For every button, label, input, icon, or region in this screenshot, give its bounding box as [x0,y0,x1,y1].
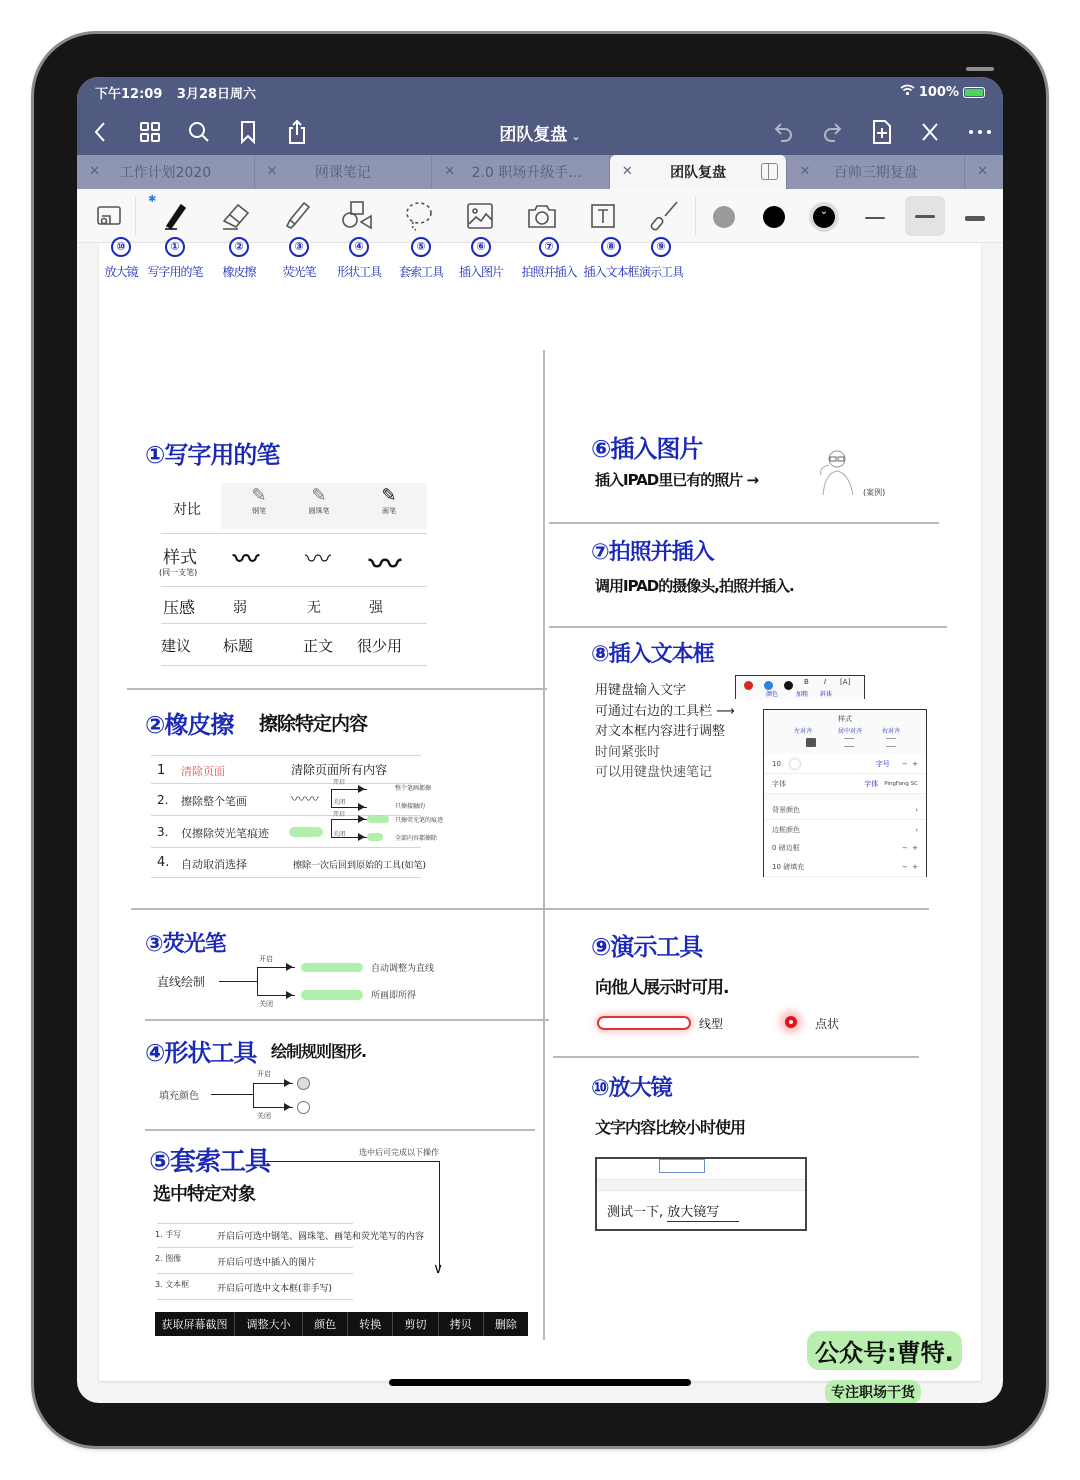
status-date: 3月28日周六 [176,87,257,102]
cell: 强 [369,600,383,616]
zoom-target-box [659,1159,705,1173]
dot-label: 点状 [815,1017,840,1031]
section-image-desc: 插入IPAD里已有的照片 → [595,471,759,489]
section-zoom-title: ⑩放大镜 [591,1076,672,1101]
section-laser-desc: 向他人展示时可用. [595,978,729,998]
textbox-description: 用键盘输入文字 可通过右边的工具栏 ⟶ 对文本框内容进行调整 时间紧张时 可以用键盘快速笔记 [595,683,735,780]
row-pressure-label: 压感 [163,598,196,617]
stepper[interactable]: − + [901,759,918,768]
annotation-eraser: ② 橡皮擦 [207,235,271,280]
row-line [151,877,421,878]
center-divider [543,350,545,1340]
row-line [161,586,427,587]
row: 1. 手写 [155,1230,182,1239]
section-lasso-subtitle: 选中特定对象 [153,1184,255,1205]
lasso-action-bar [155,1312,528,1336]
ballpoint-sample: 〰 [305,545,332,575]
close-label: 关闭 [259,1000,273,1008]
signature-account: 公众号:曹特. [807,1331,962,1370]
branch [253,1083,254,1107]
color-swatch-gray[interactable] [713,206,735,228]
zoom-window-sample [595,1157,807,1231]
row: 3. 文本框 [155,1280,190,1289]
stepper[interactable]: − + [901,862,918,871]
fill-color-label: 填充颜色 [159,1091,199,1102]
annotation-pen: ① 写字用的笔 [143,235,207,280]
row-label: 自动取消选择 [181,858,247,871]
row-num: 4. [157,855,170,870]
close-label: 关闭 [333,799,346,806]
filled-circle-sample [297,1077,310,1090]
tab-baishuai-review[interactable]: ✕ 百帅三期复盘 [787,155,965,189]
annotation: 右对齐 [882,728,901,735]
align-center-icon[interactable] [844,738,854,747]
desc: 只擦接触的 [395,803,426,810]
border-width-row: 0 磅边框 − + [764,838,926,858]
section-laser-title: ⑨演示工具 [591,933,703,961]
undo-icon[interactable] [769,117,799,147]
color-swatch-black-selected[interactable] [813,206,835,228]
straight-line-label: 直线绘制 [157,975,206,989]
stroke-thin[interactable] [855,203,895,233]
tab-overflow[interactable] [965,155,1003,189]
divider [549,626,947,628]
annotation-shapes: ④ 形状工具 [327,235,391,280]
close-label: 关闭 [257,1112,271,1120]
highlight [289,827,323,837]
zoom-sample-text: 测试一下, 放大镜写 [607,1205,720,1220]
close-tab-icon[interactable]: ✕ [266,164,278,179]
sketch-person-image[interactable] [815,447,861,497]
arrow [331,819,367,820]
annotation-camera: ⑦ 拍照并插入 [509,235,589,280]
pen-icon[interactable] [154,198,194,234]
brush-sample: 〰 [369,545,402,583]
open-label: 开启 [257,1070,271,1078]
row: 2. 图像 [155,1254,182,1263]
straight-highlight-sample [301,963,363,972]
zoom-toolbar [597,1179,805,1191]
section-zoom-desc: 文字内容比较小时使用 [595,1118,746,1137]
row-desc: 清除页面所有内容 [291,763,388,777]
divider [549,522,939,524]
battery-percent: 100% [918,84,959,100]
cut-action[interactable]: 剪切 [393,1312,438,1336]
open-label: 开启 [333,811,346,818]
row-line [151,755,421,756]
delete-action[interactable]: 删除 [494,1318,517,1331]
eraser-icon[interactable] [216,198,256,234]
divider [553,1056,919,1058]
screenshot-action[interactable]: 获取屏幕截图 [155,1312,235,1336]
textbox-format-bar [735,675,865,699]
cell: 标题 [223,637,254,655]
wifi-icon [900,84,915,100]
red-color-option[interactable] [744,681,753,690]
row-line [161,623,427,624]
status-bar [95,83,985,101]
cell: 正文 [303,637,334,655]
border-color-row[interactable]: 边框颜色 › [764,820,926,840]
fountain-pen-col: ✎ 钢笔 [251,485,267,515]
row-line [157,1247,353,1248]
divider [145,1019,549,1021]
image-icon[interactable] [460,198,500,234]
row-num: 1 [157,763,166,778]
section-highlighter-title: ③荧光笔 [145,932,226,957]
row-line [151,783,421,784]
cell: 弱 [233,600,247,616]
color-swatch-black[interactable] [763,206,785,228]
row-line [157,1299,353,1300]
connector [219,981,257,982]
section-pen-title: ①写字用的笔 [145,441,280,469]
arrow [253,1107,293,1108]
annotation: 加粗 [796,691,809,698]
line-label: 线型 [699,1017,724,1031]
screen [77,77,1003,1403]
section-shapes-title: ④形状工具 [145,1039,257,1067]
row-line [157,1273,353,1274]
open-label: 开启 [333,779,346,786]
arrow-down-icon: ∨ [433,1261,444,1277]
annotation: 左对齐 [794,728,813,735]
desc: 全部内容都擦除 [395,835,438,842]
branch [331,819,332,837]
arrow [257,995,295,996]
pen-sample: 〰 [233,545,260,575]
lasso-note: 选中后可完成以下操作 [359,1148,439,1157]
tab-course-notes[interactable]: ✕ 网课笔记 [255,155,433,189]
annotation: 居中对齐 [838,728,863,735]
annotation: 斜体 [820,691,833,698]
annotation-zoom: ⑩ 放大镜 [89,235,153,280]
section-textbox-title: ⑧插入文本框 [591,642,714,667]
textbox-icon[interactable] [583,198,623,234]
desc: 整个笔画都擦 [395,785,432,792]
annotation-image: ⑥ 插入图片 [449,235,513,280]
redo-icon[interactable] [817,117,847,147]
arrow [331,807,367,808]
highlight [367,833,383,841]
tab-work-plan[interactable]: ✕ 工作计划2020 [77,155,255,189]
divider [695,197,696,235]
more-icon[interactable] [965,117,995,147]
cell: 无 [307,600,321,616]
stepper[interactable]: − + [901,843,918,852]
highlighter-icon[interactable] [277,198,317,234]
tab-team-review[interactable]: ✕ 团队复盘 [610,155,788,189]
split-view-icon[interactable] [761,163,778,180]
row-line [157,1223,353,1224]
clear-page-label: 清除页面 [181,765,225,778]
annotation-textbox: ⑧ 插入文本框 [579,235,643,280]
bold-button[interactable]: B [804,678,809,686]
stroke-thick[interactable] [955,203,995,233]
row-num: 3. [157,825,169,839]
resize-action[interactable]: 调整大小 [235,1312,303,1336]
document-title[interactable]: 团队复盘 ⌄ [499,125,581,145]
black-color-option[interactable] [784,681,793,690]
row-suggest-label: 建议 [161,637,192,655]
freehand-highlight-sample [301,990,363,1000]
color-action[interactable]: 颜色 [303,1312,348,1336]
brush-col: ✎ 画笔 [381,485,397,515]
lasso-icon[interactable] [399,198,439,234]
copy-action[interactable]: 拷贝 [439,1312,484,1336]
row-desc: 擦除一次后回到原始的工具(如笔) [293,861,427,871]
padding-row: 10 磅填充 − + [764,857,926,877]
divider [135,197,136,235]
divider [131,908,545,910]
section-shapes-subtitle: 绘制规则图形. [271,1042,367,1061]
underline [667,1221,739,1222]
nav-row [77,113,1003,153]
laser-line-sample [599,1018,689,1028]
tab-career-upgrade[interactable]: ✕ 2.0 职场升级手... [432,155,610,189]
font-row[interactable]: 字体 字体 PingFang SC [764,774,926,794]
divider [145,1129,535,1131]
home-indicator[interactable] [389,1379,691,1386]
laser-dot-sample [785,1016,797,1028]
close-tab-icon[interactable]: ✕ [444,164,456,179]
close-toolbar-icon[interactable] [915,117,945,147]
annotation-lasso: ⑤ 套索工具 [389,235,453,280]
section-image-title: ⑥插入图片 [591,435,703,463]
row-line [151,847,421,848]
arrow [331,789,367,790]
connector [211,1094,253,1095]
section-lasso-title: ⑤套索工具 [149,1147,271,1177]
branch [331,789,332,807]
bg-color-row[interactable]: 背景颜色 › [764,800,926,820]
font-size-row: 10 字号 − + [764,754,926,774]
close-tab-icon[interactable]: ✕ [621,164,633,179]
row-line [161,533,427,534]
close-tab-icon[interactable]: ✕ [977,164,988,179]
font-size-button[interactable]: [A] [840,678,851,686]
style-header: 样式 [838,715,852,723]
chevron-down-icon: ⌄ [571,130,581,143]
notebook-page[interactable]: ⑩ 放大镜 ① 写字用的笔 ② 橡皮擦 ③ 荧光笔 ④ 形状工具 ⑤ 套索工具 ⑥ 插入图片 ⑦ 拍照并插入 ⑧ 插入文本框 ⑨ 演示工具 ①写字用的笔 对比 ✎ 钢笔 ✎ 圆珠笔 ✎ 画笔 样式 (同一支笔) 〰 〰 〰 压感 弱 无 强 建议 标题 正文 很少用 ②橡皮擦 擦除特定内容 1 清除页面 清除页面所有内容 2. 擦除整个笔画 〰〰 开启 关闭 整个笔画都擦 只擦接触的 3. 仅擦除荧光笔痕迹 开启 关闭 只擦荧光笔的痕迹 全部内容都擦除 4. 自动取消选择 擦除一次后回到原始的工具(如笔) ③荧光笔 直线绘制 开启 关闭 自动调整为直线 所画即所得 ④形状工具 绘制规则图形. 填充颜色 开启 关闭 ⑤套索工具 选中特定对象 ∨ 选中后可完成以下操作 1. 手写 开启后可选中钢笔、圆珠笔、画笔和荧光笔写的内容 2. 图像 开启后可选中插入的图片 3. 文本框 开启后可选中文本框(非手写) 获取屏幕截图 调整大小 颜色 转换 剪切 拷贝 删除 ⑥插入图片 插入IPAD里已有的照片 → (案例) ⑦拍照并插入 调用IPAD的摄像头,拍照并插入. ⑧插入文本框 用键盘输入文字 可通过右边的工具栏 ⟶ 对文本框内容进行调整 时间紧张时 可以用键盘快速笔记 B I [A] 颜色 加粗 斜体 样式 左对齐 居中对齐 右对齐 10 字号 − + 字体 字体 PingFang SC 背景颜色 › 边框颜色 › 0 磅边框 − + 10 磅填充 − + ⑨演示工具 向他人展示时可用. 线型 点状 ⑩放大镜 文字内容比较小时使用 测试一下, 放大镜写 公众号:曹特. 专注职场干货 [99,243,981,1381]
status-time: 下午12:09 [95,87,163,102]
branch [257,967,258,995]
row-desc: 开启后可选中钢笔、圆珠笔、画笔和荧光笔写的内容 [217,1232,425,1242]
top-button [966,67,994,71]
zoom-window-icon[interactable] [89,198,129,234]
section-eraser-subtitle: 擦除特定内容 [259,713,368,735]
close-tab-icon[interactable]: ✕ [89,164,100,179]
example-note: (案例) [863,488,886,497]
convert-action[interactable]: 转换 [348,1312,393,1336]
ballpoint-col: ✎ 圆珠笔 [308,485,330,515]
row-style-label: 样式 [163,548,197,568]
annotation: 颜色 [766,691,779,698]
open-label: 开启 [259,955,273,963]
textbox-style-panel [763,709,927,877]
annotation-highlighter: ③ 荧光笔 [267,235,331,280]
connector [265,1161,439,1162]
desc: 自动调整为直线 [371,964,435,974]
annotation-laser: ⑨ 演示工具 [629,235,693,280]
highlight [367,815,389,823]
row-desc: 开启后可选中文本框(非手写) [217,1284,333,1294]
battery-icon [963,87,985,98]
close-tab-icon[interactable]: ✕ [799,164,811,179]
row-line [161,665,427,666]
add-page-icon[interactable] [867,117,897,147]
camera-icon[interactable] [522,198,562,234]
row-style-sub: (同一支笔) [159,568,198,577]
row-desc: 开启后可选中插入的图片 [217,1258,317,1268]
italic-button[interactable]: I [824,678,827,686]
align-right-icon[interactable] [886,738,896,747]
table-header: 对比 [173,502,201,518]
signature-tagline: 专注职场干货 [825,1380,921,1403]
align-left-icon[interactable] [806,738,816,747]
tab-bar [77,155,1003,189]
empty-circle-sample [297,1101,310,1114]
desc: 所画即所得 [371,991,417,1001]
arrow [257,967,295,968]
laser-pointer-icon[interactable] [644,198,684,234]
arrow [253,1083,293,1084]
section-camera-title: ⑦拍照并插入 [591,540,714,565]
row-label: 仅擦除荧光笔痕迹 [181,827,269,840]
stroke-medium[interactable] [905,196,945,236]
cell: 很少用 [357,637,403,655]
divider [127,688,547,690]
connector [439,1161,440,1269]
top-bar [77,77,1003,188]
desc: 只擦荧光笔的痕迹 [395,817,444,824]
bluetooth-icon: ✱ [148,194,157,205]
close-label: 关闭 [333,831,346,838]
section-eraser-title: ②橡皮擦 [145,711,234,739]
shapes-icon[interactable] [337,198,377,234]
divider [545,908,929,910]
row-num: 2. [157,793,169,807]
row-label: 擦除整个笔画 [181,795,247,808]
font-size-slider[interactable] [790,759,800,769]
section-camera-desc: 调用IPAD的摄像头,拍照并插入. [595,577,794,595]
